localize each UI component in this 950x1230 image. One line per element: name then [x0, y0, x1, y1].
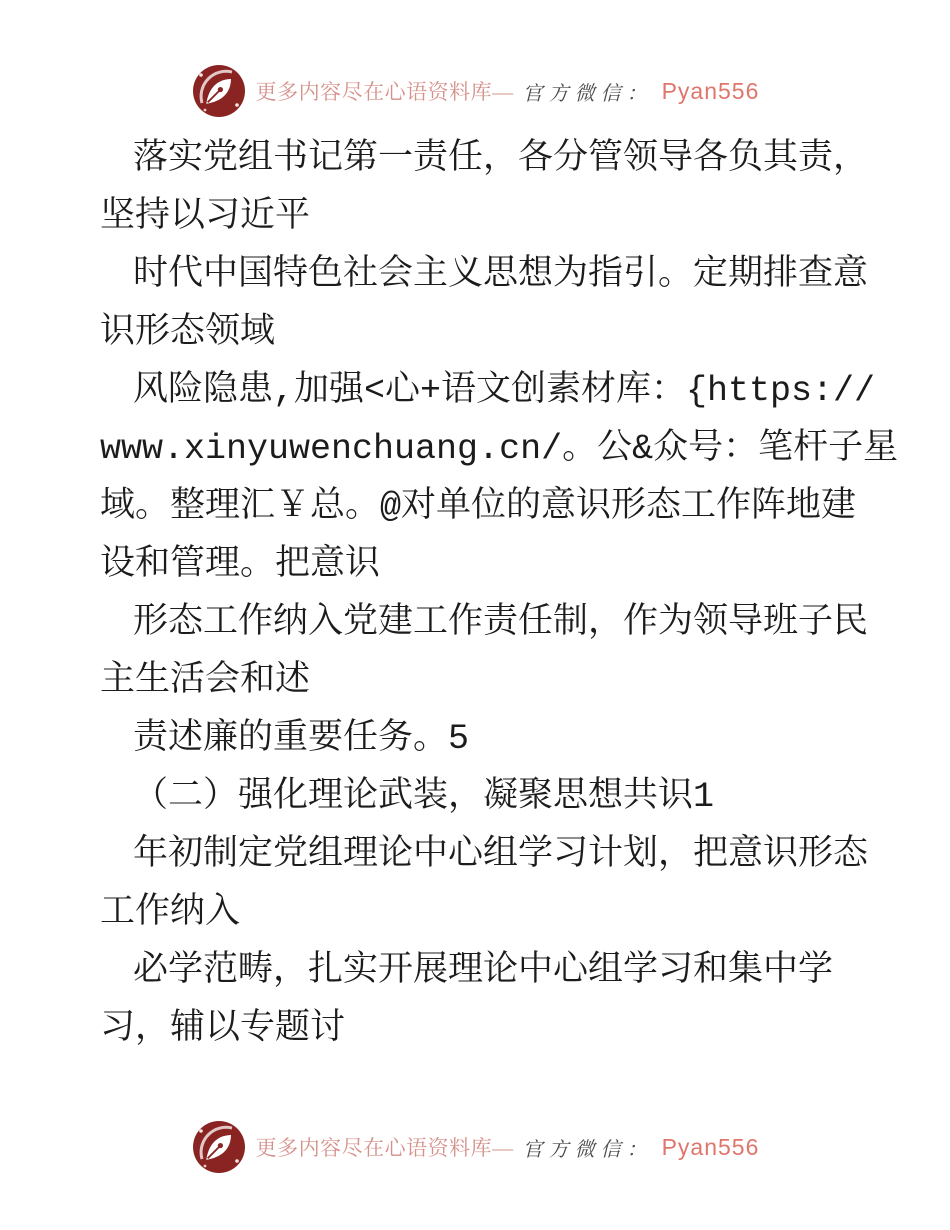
- pen-nib-badge-icon: [191, 63, 247, 119]
- text-line: 必学范畴，扎实开展理论中心组学习和集中学: [133, 951, 834, 991]
- text-line: 习，辅以专题讨: [100, 1009, 346, 1049]
- document-body: [100, 130, 899, 1060]
- watermark-wechat-id: Pyan556: [661, 77, 760, 104]
- watermark-wechat-id: Pyan556: [661, 1133, 760, 1160]
- watermark-wechat-label: 官方微信：: [522, 82, 653, 105]
- watermark-wechat-label: 官方微信：: [522, 1138, 653, 1161]
- text-line: 落实党组书记第一责任，各分管领导各负其责，: [133, 139, 869, 179]
- text-line: www.xinyuwenchuang.cn/。公&众号：笔杆子星: [100, 429, 899, 469]
- footer-watermark: [0, 1118, 950, 1176]
- text-line: 识形态领域: [100, 313, 276, 353]
- text-line: （二）强化理论武装，凝聚思想共识1: [133, 777, 715, 817]
- watermark-brand-text: 更多内容尽在心语资料库—: [255, 80, 514, 104]
- text-line: 风险隐患,加强<心+语文创素材库：{https://: [133, 371, 876, 411]
- pen-nib-badge-icon: [191, 1119, 247, 1175]
- text-line: 责述廉的重要任务。5: [133, 719, 470, 759]
- text-line: 形态工作纳入党建工作责任制，作为领导班子民: [133, 603, 869, 643]
- header-watermark: [0, 62, 950, 120]
- watermark-brand-text: 更多内容尽在心语资料库—: [255, 1136, 514, 1160]
- text-line: 时代中国特色社会主义思想为指引。定期排查意: [133, 255, 869, 295]
- text-line: 坚持以习近平: [100, 197, 311, 237]
- text-line: 年初制定党组理论中心组学习计划，把意识形态: [133, 835, 869, 875]
- text-line: 工作纳入: [100, 893, 241, 933]
- text-line: 域。整理汇￥总。@对单位的意识形态工作阵地建: [100, 487, 857, 527]
- text-line: 主生活会和述: [100, 661, 311, 701]
- text-line: 设和管理。把意识: [100, 545, 381, 585]
